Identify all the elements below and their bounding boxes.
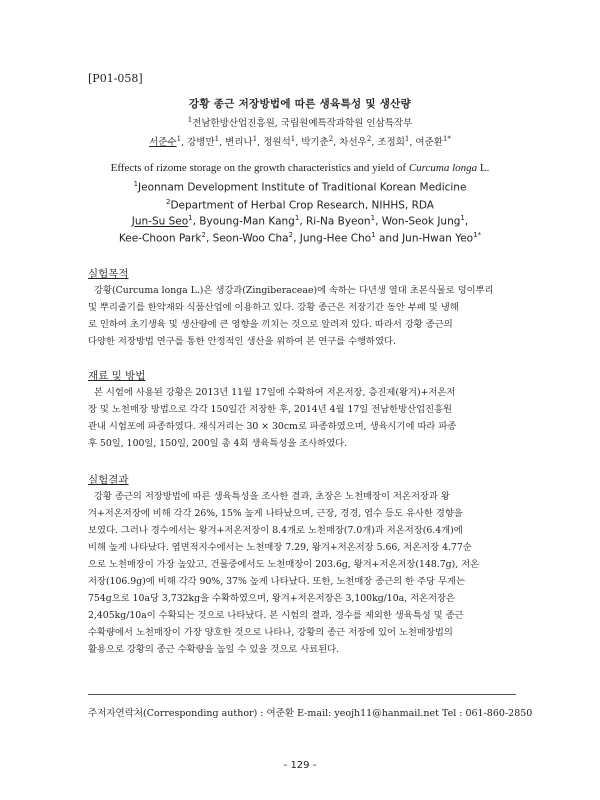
author-ko-7: , 조정희	[371, 137, 405, 148]
page-number: - 129 -	[283, 760, 317, 771]
results-line: 으로 노천매장이 가장 높았고, 건물중에서도 노천매장이 203.6g, 왕겨+저온저장(148.7g), 저온	[88, 559, 480, 570]
methods-line: 후 50일, 100일, 150일, 200일 총 4회 생육특성을 조사하였다.	[88, 438, 348, 449]
purpose-line: 로 인하여 초기생육 및 생산량에 큰 영향을 끼치는 것으로 알려져 있다. 따라서 강황 종근의	[88, 319, 453, 330]
affiliation-english-1-text: Jeonnam Development Institute of Traditional Korean Medicine	[138, 181, 467, 194]
results-line: 저장(106.9g)에 비해 각각 90%, 37% 높게 나타났다. 또한, 노천매장 종근의 한 주당 무게는	[88, 576, 465, 587]
methods-heading: 재료 및 방법	[88, 370, 146, 382]
author-en-4: , Won-Seok Jung	[375, 215, 461, 228]
title-english-species: Curcuma longa	[408, 162, 478, 174]
methods-line: 관내 시험포에 파종하였다. 재식거리는 30 × 30cm로 파종하였으며, 생육시기에 따라 파종	[88, 421, 457, 432]
affiliation-korean-text: 전남한방산업진흥원, 국립원예특작과학원 인삼특작부	[192, 118, 413, 129]
affiliation-english-1: $^1$Jeonnam Development Institute of Traditional Korean Medicine	[133, 180, 467, 194]
authors-english-line-1: Jun-Su Seo$^1$, Byoung-Man Kang$^1$, Ri-Na Byeon$^1$, Won-Seok Jung$^1$,	[131, 214, 469, 228]
purpose-heading: 실험목적	[88, 268, 129, 280]
author-en-3: , Ri-Na Byeon	[299, 215, 371, 228]
author-en-first: Jun-Su Seo	[131, 215, 189, 228]
author-ko-6: , 차선우	[333, 137, 367, 148]
results-heading: 실험결과	[88, 474, 129, 486]
methods-line: 장 및 노천매장 방법으로 각각 150일간 저장한 후, 2014년 4월 17일 전남한방산업진흥원	[88, 404, 453, 415]
affiliation-korean: $^1$전남한방산업진흥원, 국립원예특작과학원 인삼특작부	[187, 115, 413, 129]
results-line: 강황 종근의 저장방법에 따른 생육특성을 조사한 결과, 초장은 노천매장이 저온저장과 왕	[94, 491, 450, 502]
results-line: 겨+저온저장에 비해 각각 26%, 15% 높게 나타났으며, 근장, 경경, 엽수 등도 유사한 경향을	[88, 508, 463, 519]
authors-korean: 서준수$^1$, 강병만$^1$, 변리나$^1$, 정원석$^1$, 박기춘$^2$, 차선우$^2$, 조정희$^1$, 여준환$^{1*}$	[149, 134, 451, 148]
results-line: 비해 높게 나타났다. 엽면적지수에서는 노천매장 7.29, 왕겨+저온저장 5.66, 저온저장 4.77순	[88, 542, 472, 553]
title-english	[0, 162, 600, 174]
authors-english-line-2: Kee-Choon Park$^2$, Seon-Woo Cha$^2$, Jung-Hee Cho$^1$ and Jun-Hwan Yeo$^{1*}$	[118, 231, 482, 245]
title-english-main: Effects of rizome storage on the growth characteristics and yield of	[110, 162, 409, 174]
purpose-line: 및 뿌리줄기를 한약재와 식품산업에 이용하고 있다. 강황 종근은 저장기간 동안 부패 및 냉해	[88, 302, 459, 313]
author-en-5: Kee-Choon Park	[118, 232, 202, 245]
footnote-divider	[88, 694, 516, 695]
author-ko-8: , 여준환	[409, 137, 443, 148]
author-en-2: , Byoung-Man Kang	[192, 215, 295, 228]
affiliation-english-2-text: Department of Herbal Crop Research, NIHHS, RDA	[170, 199, 434, 212]
results-line: 754g으로 10a당 3,732kg을 수확하였으며, 왕겨+저온저장은 3,100kg/10a, 저온저장은	[88, 593, 455, 604]
results-body	[88, 488, 516, 658]
author-en-6: , Seon-Woo Cha	[205, 232, 289, 245]
methods-line: 본 시험에 사용된 강황은 2013년 11월 17일에 수확하여 저온저장, 층진제(왕겨)+저온저	[94, 387, 456, 398]
title-korean: 강황 종근 저장방법에 따른 생육특성 및 생산량	[188, 98, 412, 110]
corresponding-author: 주저자연락처(Corresponding author) : 여준환 E-mail: yeojh11@hanmail.net Tel : 061-860-2850	[88, 708, 533, 719]
author-ko-3: , 변리나	[219, 137, 253, 148]
author-ko-2: , 강병만	[181, 137, 215, 148]
affiliation-english-2: $^2$Department of Herbal Crop Research, NIHHS, RDA	[166, 198, 434, 212]
results-line: 활용으로 강황의 종근 수확량을 높일 수 있을 것으로 사료된다.	[88, 644, 340, 655]
abstract-code: [P01-058]	[88, 72, 143, 85]
purpose-line: 강황(Curcuma longa L.)은 생강과(Zingiberaceae)에 속하는 다년생 열대 초본식물로 덩이뿌리	[94, 285, 494, 296]
author-ko-4: , 정원석	[257, 137, 291, 148]
author-ko-5: , 박기춘	[295, 137, 329, 148]
author-en-8: and Jun-Hwan Yeo	[375, 232, 474, 245]
author-en-7: , Jung-Hee Cho	[293, 232, 372, 245]
results-line: 2,405kg/10a이 수확되는 것으로 나타났다. 본 시험의 결과, 경수를 제외한 생육특성 및 종근	[88, 610, 464, 621]
purpose-body	[88, 282, 516, 350]
purpose-line: 다양한 저장방법 연구를 통한 안정적인 생산을 위하여 본 연구를 수행하였다.	[88, 336, 396, 347]
title-english-suffix: L.	[477, 162, 490, 174]
methods-body	[88, 384, 516, 452]
results-line: 수확량에서 노천매장이 가장 양호한 것으로 나타나, 강황의 종근 저장에 있어 노천매장법의	[88, 627, 453, 638]
author-ko-first: 서준수	[149, 137, 177, 148]
results-line: 보였다. 그러나 경수에서는 왕겨+저온저장이 8.4개로 노천매장(7.0개)과 저온저장(6.4개)에	[88, 525, 463, 536]
